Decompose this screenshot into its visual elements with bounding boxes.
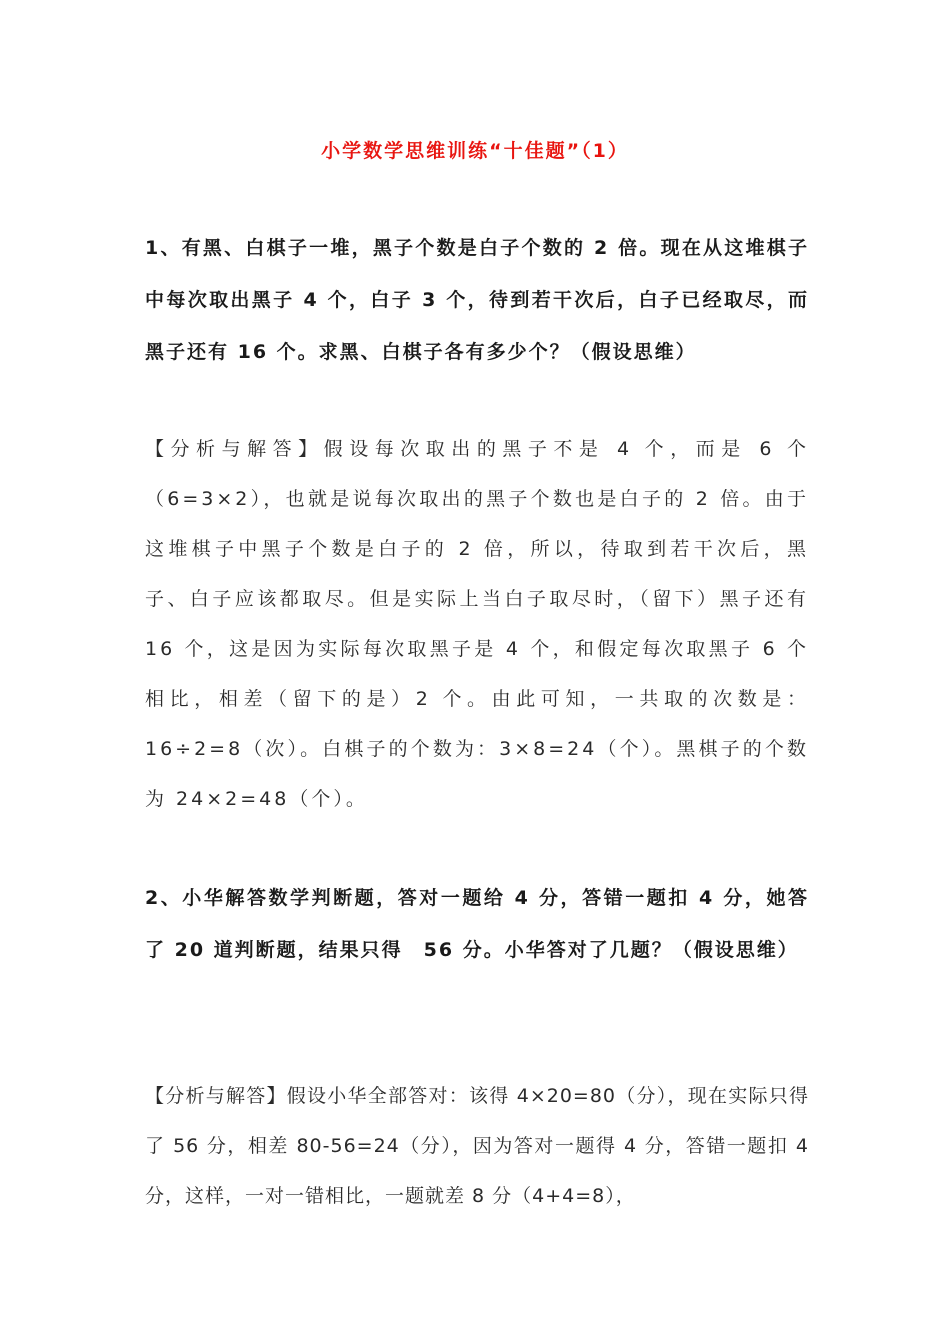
- question-1-analysis: 【分析与解答】假设每次取出的黑子不是 4 个，而是 6 个（6=3×2），也就是说每次取出的黑子个数也是白子的 2 倍。由于这堆棋子中黑子个数是白子的 2 倍，所以，待取到若干次后，黑子、白子应该都取尽。但是实际上当白子取尽时，（留下）黑子还有 16 个，这是因为实际每次取黑子是 4 个，和假定每次取黑子 6 个相比，相差（留下的是）2 个。由此可知，一共取的次数是：16÷2=8（次）。白棋子的个数为：3×8=24（个）。黑棋子的个数为 24×2=48（个）。: [145, 438, 809, 810]
- question-1-text: 1、有黑、白棋子一堆，黑子个数是白子个数的 2 倍。现在从这堆棋子中每次取出黑子 4 个，白子 3 个，待到若干次后，白子已经取尽，而黑子还有 16 个。求黑、白棋子各有多少个？（假设思维）: [145, 237, 809, 363]
- question-2-analysis: 【分析与解答】假设小华全部答对：该得 4×20=80（分），现在实际只得了 56 分，相差 80-56=24（分），因为答对一题得 4 分，答错一题扣 4 分，这样，一对一错相比，一题就差 8 分（4+4=8），: [145, 1085, 809, 1207]
- document-title: 小学数学思维训练“十佳题”（1）: [321, 140, 629, 162]
- question-2-text: 2、小华解答数学判断题，答对一题给 4 分，答错一题扣 4 分，她答了 20 道判断题，结果只得 56 分。小华答对了几题？（假设思维）: [145, 887, 809, 961]
